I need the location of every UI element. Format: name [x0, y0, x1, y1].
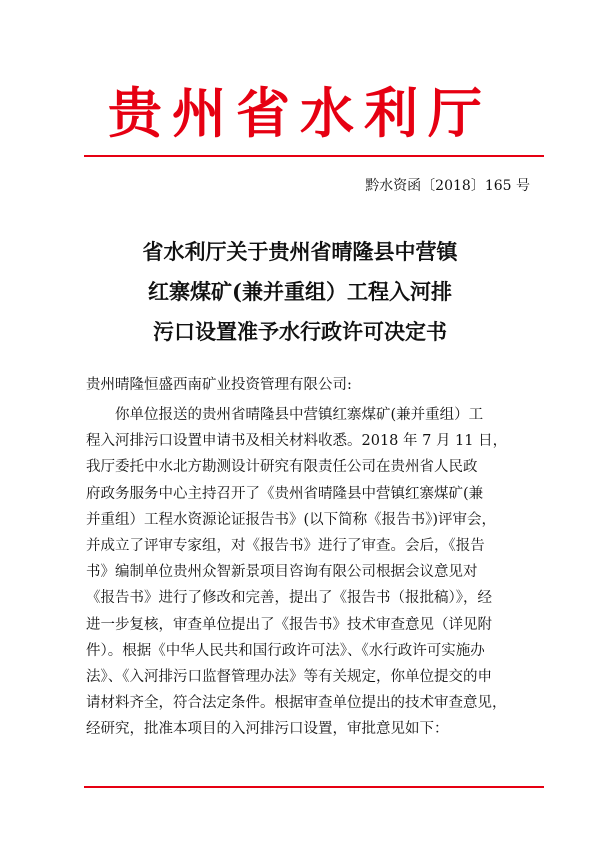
body-line: 《报告书》进行了修改和完善，提出了《报告书（报批稿）》，经	[86, 590, 492, 607]
addressee: 贵州晴隆恒盛西南矿业投资管理有限公司:	[86, 377, 352, 393]
agency-masthead: 贵州省水利厅	[108, 81, 492, 145]
body-line: 法》、《入河排污口监督管理办法》等有关规定，你单位提交的申	[86, 669, 492, 686]
body-line: 并重组）工程水资源论证报告书》(以下简称《报告书》)评审会，	[86, 511, 497, 528]
body-paragraph	[86, 402, 526, 743]
body-line: 我厅委托中水北方勘测设计研究有限责任公司在贵州省人民政	[86, 459, 478, 476]
masthead-divider-line	[84, 155, 544, 157]
document-title	[0, 232, 600, 352]
body-line: 书》编制单位贵州众智新景项目咨询有限公司根据会议意见对	[86, 564, 478, 581]
body-line: 府政务服务中心主持召开了《贵州省晴隆县中营镇红寨煤矿(兼	[86, 485, 484, 502]
document-number: 黔水资函〔2018〕165 号	[365, 178, 530, 194]
body-line: 件）。根据《中华人民共和国行政许可法》、《水行政许可实施办	[86, 642, 485, 659]
footer-divider-line	[84, 786, 544, 788]
title-line: 省水利厅关于贵州省晴隆县中营镇	[142, 239, 458, 264]
title-line: 污口设置准予水行政许可决定书	[153, 319, 447, 344]
body-line: 你单位报送的贵州省晴隆县中营镇红寨煤矿(兼并重组）工	[86, 407, 484, 423]
body-line: 请材料齐全，符合法定条件。根据审查单位提出的技术审查意见，	[86, 695, 507, 712]
body-line: 经研究，批准本项目的入河排污口设置，审批意见如下：	[86, 721, 449, 738]
title-line: 红寨煤矿(兼并重组）工程入河排	[148, 279, 452, 304]
body-line: 进一步复核，审查单位提出了《报告书》技术审查意见（详见附	[86, 616, 492, 633]
body-line: 程入河排污口设置申请书及相关材料收悉。2018 年 7 月 11 日，	[86, 433, 508, 450]
body-line: 并成立了评审专家组，对《报告书》进行了审查。会后，《报告	[86, 538, 485, 555]
